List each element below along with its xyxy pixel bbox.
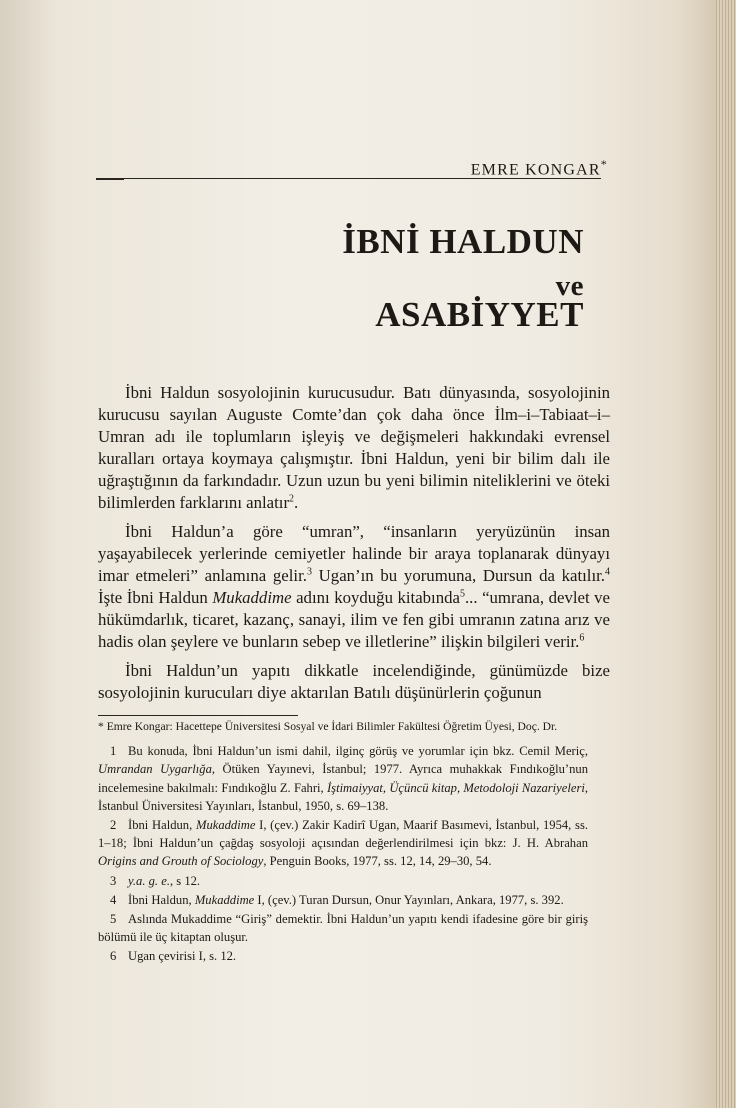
paragraph-2-text-d: adını koyduğu kitabında: [291, 588, 460, 607]
footnotes: [98, 718, 588, 967]
paragraph-1-text: İbni Haldun sosyolojinin kurucusudur. Batı dünyasında, sosyolojinin kurucusu sayılan Auguste Comte’dan çok daha önce İlm–i–Tabiaat–i–Umran adı ile toplumların işleyiş ve değişmeleri hakkındaki evrensel kuralları ortaya koymaya çalışmıştır. İbni Haldun, yeni bir bilim dalı ile uğraştığının da farkındadır. Uzun uzun bu yeni bilimin niteliklerini ve öteki bilimlerden farklarını anlatır: [98, 383, 610, 512]
footnote-ref-3: 3: [306, 566, 312, 578]
footnote-text: Aslında Mukaddime “Giriş” demektir. İbni Haldun’un yapıtı kendi ifadesine göre bir giriş bölümü ile üç kitaptan oluşur.: [98, 912, 588, 945]
paragraph-2-text-c: İşte İbni Haldun: [98, 588, 213, 607]
footnote-italic: İştimaiyyat, Üçüncü kitap, Metodoloji Nazariyeleri: [326, 780, 585, 795]
footnote-italic: Mukaddime: [195, 818, 256, 833]
footnote-text: Ugan çevirisi I, s. 12.: [128, 949, 237, 964]
footnote-text: İbni Haldun,: [128, 818, 196, 833]
title-line-2: ve: [555, 270, 584, 302]
footnote-ref-4: 4: [605, 566, 610, 578]
footnote-text: I, (çev.) Turan Dursun, Onur Yayınları, Ankara, 1977, s. 392.: [254, 892, 564, 907]
footnote-italic: y.a. g. e.: [128, 873, 170, 888]
footnote-italic: Mukaddime: [194, 892, 255, 907]
title-line-3: ASABİYYET: [375, 295, 584, 334]
footnote-text: I, (çev.) Zakir Kadirî Ugan, Maarif Basımevi, İstanbul, 1954, ss. 1–18; İbni Haldun’un çağdaş sosyoloji açısından değerlendirilmesi için bkz: J. H. Abrahan: [98, 818, 588, 851]
paragraph-2: [98, 521, 610, 653]
footnote-item: [98, 816, 588, 871]
author-footnote-mark: *: [600, 157, 608, 171]
footnote-item: [98, 910, 588, 946]
paragraph-1: [98, 382, 610, 514]
footnote-italic: Origins and Grouth of Sociology: [98, 854, 264, 869]
paragraph-2-text-e: ... “umrana, devlet ve hükümdarlık, ticaret, kazanç, sanayi, ilim ve fen gibi umranın zatına arız ve hadis olan şeylere ve bunların sebep ve illetlerine” ilişkin bilgileri verir.: [98, 588, 610, 651]
footnote-item: [98, 891, 588, 909]
footnote-author-note: * Emre Kongar: Hacettepe Üniversitesi Sosyal ve İdari Bilimler Fakültesi Öğretim Üyesi, Doç. Dr.: [98, 720, 558, 733]
footnote-number: 5: [110, 912, 117, 927]
footnote-text: Bu konuda, İbni Haldun’un ismi dahil, ilginç görüş ve yorumlar için bkz. Cemil Meriç,: [128, 744, 588, 759]
footnote-number: 2: [110, 818, 117, 833]
footnote-text: İbni Haldun,: [128, 892, 195, 907]
author-header: [0, 157, 608, 179]
footnote-ref-6: 6: [579, 632, 585, 644]
paragraph-2-text-a: İbni Haldun’a göre “umran”, “insanların yeryüzünün insan yaşayabilecek yerlerinde cemiyetler halinde bir araya toplanarak dünyayı imar etmeleri” anlamına gelir.: [98, 522, 610, 585]
footnote-rule: [98, 715, 298, 716]
paragraph-2-text-b: Ugan’ın bu yorumuna, Dursun da katılır.: [311, 566, 605, 585]
page-edge-shading: [716, 0, 736, 1108]
footnote-text: , Penguin Books, 1977, ss. 12, 14, 29–30, 54.: [263, 854, 492, 869]
footnote-number: 3: [110, 873, 117, 888]
footnote-text: , Ötüken Yayınevi, İstanbul; 1977. Ayrıca muhakkak Fındıkoğlu’nun incelemesine bakılmalı: Fındıkoğlu Z. Fahri,: [98, 762, 588, 795]
footnote-item: [98, 742, 588, 815]
footnote-text: , s 12.: [169, 873, 201, 888]
footnote-number: 4: [110, 892, 117, 907]
footnote-ref-2: 2: [289, 493, 295, 505]
book-title-italic: Mukaddime: [212, 588, 292, 607]
author-name: EMRE KONGAR: [470, 161, 601, 179]
article-body: [98, 382, 610, 711]
paragraph-3: İbni Haldun’un yapıtı dikkatle incelendiğinde, günümüzde bize sosyolojinin kurucuları diye aktarılan Batılı düşünürlerin çoğunun: [98, 661, 610, 702]
paragraph-1-end: .: [294, 493, 299, 512]
title-line-1: İBNİ HALDUN: [342, 222, 584, 261]
footnote-ref-5: 5: [459, 588, 465, 600]
footnote-text: , İstanbul Üniversitesi Yayınları, İstanbul, 1950, s. 69–138.: [98, 780, 588, 813]
header-rule: [98, 178, 601, 179]
footnote-italic: Umrandan Uygarlığa: [98, 762, 212, 777]
footnote-number: 1: [110, 744, 117, 759]
footnote-number: 6: [110, 949, 117, 964]
footnote-item: [98, 872, 588, 890]
footnote-item: [98, 947, 588, 965]
